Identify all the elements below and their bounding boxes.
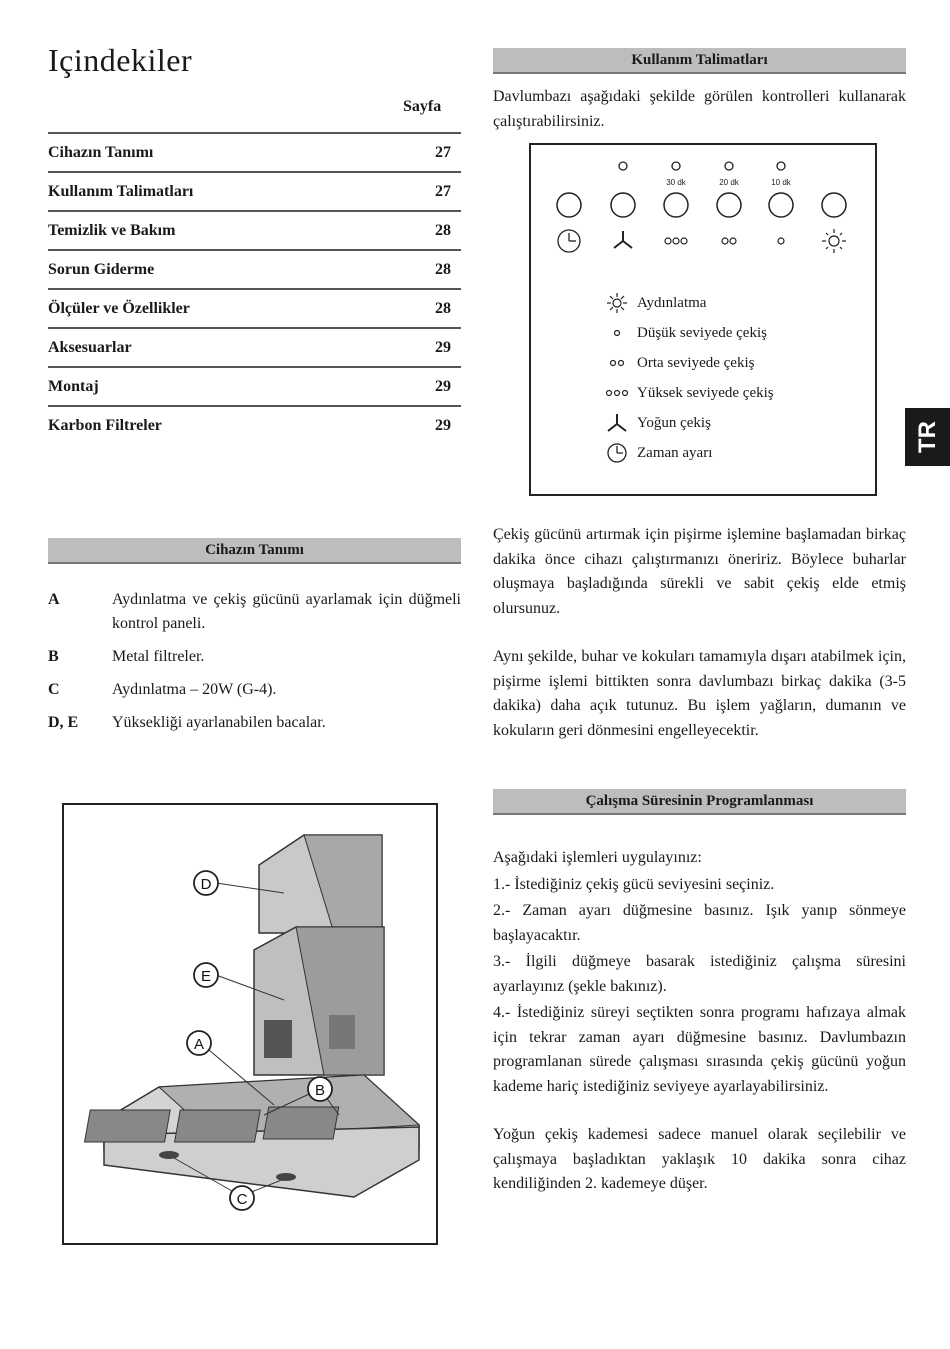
fan-icon (614, 231, 632, 248)
label-e-marker (194, 963, 218, 987)
programming-step: 3.- İlgili düğmeye basarak istediğiniz çalışma süresini ayarlayınız (şekle bakınız). (493, 953, 906, 995)
hood-illustration (64, 805, 436, 1243)
one-dot-icon (597, 321, 637, 345)
sun-icon (822, 229, 846, 253)
toc-entry-page: 28 (435, 299, 451, 317)
usage-paragraph-1: Çekiş gücünü artırmak için pişirme işlemine başlamadan birkaç dakika önce cihazı çalıştırmanızı öneririz. Böylece buharlar oluşmaya başladığında sürekli ve sabit çekiş elde etmiş olursunuz. (493, 526, 906, 617)
svg-text:C: C (236, 1191, 248, 1208)
svg-text:B: B (314, 1082, 326, 1099)
toc-entry[interactable] (48, 288, 461, 327)
toc-entry-page: 28 (435, 221, 451, 239)
toc-entry[interactable] (48, 132, 461, 171)
toc-entry-label: Karbon Filtreler (48, 416, 162, 434)
description-text: Aydınlatma – 20W (G-4). (112, 681, 277, 698)
toc-entry-label: Aksesuarlar (48, 338, 132, 356)
legend-text: Düşük seviyede çekiş (637, 324, 767, 341)
toc-page-header: Sayfa (403, 98, 442, 115)
description-list (48, 588, 461, 744)
three-dots-icon (665, 238, 687, 244)
toc-entry-label: Sorun Giderme (48, 260, 155, 278)
programming-section-title: Çalışma Süresinin Programlanması (493, 789, 906, 815)
toc-entry[interactable] (48, 171, 461, 210)
description-key: C (48, 681, 60, 698)
description-key: D, E (48, 714, 79, 731)
legend-item (597, 408, 857, 438)
clock-icon (597, 441, 637, 465)
light-button[interactable] (822, 193, 846, 217)
toc-entry-page: 27 (435, 143, 451, 161)
description-text: Metal filtreler. (112, 648, 205, 665)
programming-step: 2.- Zaman ayarı düğmesine basınız. Işık yanıp sönmeye başlayacaktır. (493, 902, 906, 944)
description-item (48, 645, 461, 669)
high-speed-button[interactable] (664, 193, 688, 217)
legend-text: Yoğun çekiş (637, 414, 711, 431)
programming-step: 1.- İstediğiniz çekiş gücü seviyesini seçiniz. (493, 875, 775, 893)
clock-icon (558, 230, 580, 252)
description-section-title: Cihazın Tanımı (48, 538, 461, 564)
language-tab-label: TR (913, 421, 941, 453)
legend-item (597, 288, 857, 318)
programming-intro: Aşağıdaki işlemleri uygulayınız: (493, 849, 702, 866)
toc-entry-label: Cihazın Tanımı (48, 143, 154, 161)
medium-speed-button[interactable] (717, 193, 741, 217)
description-text: Yüksekliği ayarlanabilen bacalar. (112, 714, 326, 731)
timer-label-10: 10 dk (771, 178, 791, 187)
sun-icon (597, 291, 637, 315)
toc-entry[interactable] (48, 405, 461, 444)
timer-label-20: 20 dk (719, 178, 739, 187)
legend-text: Zaman ayarı (637, 444, 713, 461)
legend-text: Aydınlatma (637, 294, 707, 311)
legend-item (597, 348, 857, 378)
description-item (48, 588, 461, 636)
table-of-contents (48, 132, 461, 444)
control-panel-buttons (531, 145, 875, 275)
legend-item (597, 438, 857, 468)
language-tab (905, 408, 950, 466)
description-item (48, 711, 461, 735)
three-dots-icon (597, 381, 637, 405)
legend-text: Orta seviyede çekiş (637, 354, 755, 371)
toc-entry-label: Kullanım Talimatları (48, 182, 194, 200)
programming-content (493, 846, 906, 1197)
legend-text: Yüksek seviyede çekiş (637, 384, 774, 401)
low-speed-button[interactable] (769, 193, 793, 217)
legend-item (597, 318, 857, 348)
usage-intro: Davlumbazı aşağıdaki şekilde görülen kontrolleri kullanarak çalıştırabilirsiniz. (493, 88, 906, 130)
toc-entry[interactable] (48, 249, 461, 288)
legend-item (597, 378, 857, 408)
toc-entry-page: 28 (435, 260, 451, 278)
usage-paragraph-2: Aynı şekilde, buhar ve kokuları tamamıyla dışarı atabilmek için, pişirme işlemi bittikten sonra davlumbazı birkaç dakika (3-5 dakika) daha açık tutunuz. Bu işlem yağların, dumanın ve kokuların geri dönmesini engelleyecektir. (493, 648, 906, 739)
toc-entry-label: Montaj (48, 377, 99, 395)
timer-button[interactable] (557, 193, 581, 217)
usage-section-title: Kullanım Talimatları (493, 48, 906, 74)
timer-label-30: 30 dk (666, 178, 686, 187)
toc-entry[interactable] (48, 327, 461, 366)
toc-entry-label: Ölçüler ve Özellikler (48, 299, 190, 317)
svg-text:D: D (200, 876, 212, 893)
control-legend (597, 288, 857, 468)
label-a-marker (187, 1031, 211, 1055)
description-key: B (48, 648, 59, 665)
toc-entry-page: 29 (435, 338, 451, 356)
description-item (48, 678, 461, 702)
hood-diagram (62, 803, 438, 1245)
svg-text:A: A (193, 1036, 205, 1053)
label-c-marker (230, 1186, 254, 1210)
intensive-button[interactable] (611, 193, 635, 217)
toc-entry-page: 29 (435, 416, 451, 434)
label-d-marker (194, 871, 218, 895)
svg-text:E: E (200, 968, 212, 985)
toc-entry[interactable] (48, 366, 461, 405)
toc-entry-page: 29 (435, 377, 451, 395)
two-dots-icon (597, 351, 637, 375)
toc-entry-page: 27 (435, 182, 451, 200)
toc-title: Içindekiler (48, 42, 193, 78)
label-b-marker (308, 1077, 332, 1101)
fan-icon (597, 411, 637, 435)
control-panel-diagram (529, 143, 877, 496)
programming-step: 4.- İstediğiniz süreyi seçtikten sonra programı hafızaya almak için tekrar zaman ayarı düğmesine basınız. Davlumbazın programlanan sürede çalışması sırasında çekiş gücünü yoğun kademe hariç istediğiniz seviyeye ayarlayabilirsiniz. (493, 1004, 906, 1095)
description-key: A (48, 591, 60, 608)
programming-note: Yoğun çekiş kademesi sadece manuel olarak seçilebilir ve çalışmaya başladıktan yaklaşık 10 dakika sonra cihaz kendiliğinden 2. kademeye düşer. (493, 1126, 906, 1192)
two-dots-icon (722, 238, 736, 244)
one-dot-icon (778, 238, 784, 244)
toc-entry[interactable] (48, 210, 461, 249)
toc-entry-label: Temizlik ve Bakım (48, 221, 176, 239)
description-text: Aydınlatma ve çekiş gücünü ayarlamak için düğmeli kontrol paneli. (112, 591, 461, 632)
